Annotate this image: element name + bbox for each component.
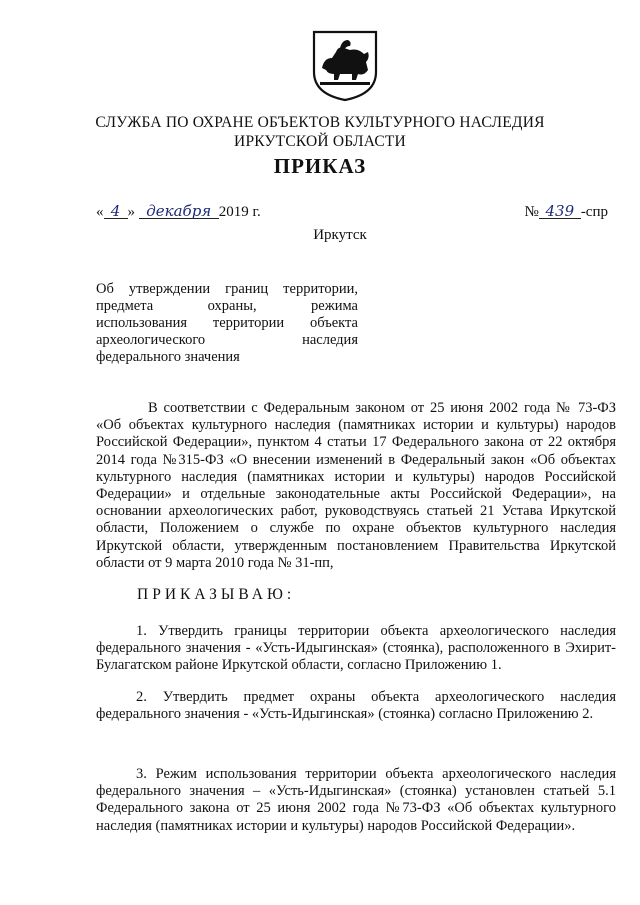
document-number bbox=[525, 204, 609, 221]
date-line bbox=[96, 204, 261, 221]
date-year: 2019 г. bbox=[218, 204, 261, 220]
number-suffix: -спр bbox=[580, 204, 608, 220]
order-item-1: 1. Утвердить границы территории объекта археологического наследия федерального значения - «Усть-Идыгинская» (стоянка), расположенного в Эхирит-Булагатском районе Иркутской области, согласно Приложению 1. bbox=[96, 623, 616, 674]
date-month: декабря bbox=[139, 204, 219, 219]
city-name: Иркутск bbox=[313, 227, 367, 243]
order-heading: ПРИКАЗЫВАЮ: bbox=[137, 586, 296, 603]
subject-line: федерального значения bbox=[96, 349, 240, 365]
subject-block bbox=[96, 281, 358, 366]
subject-line: предмета охраны, режима bbox=[96, 298, 358, 314]
agency-name-line2: ИРКУТСКОЙ ОБЛАСТИ bbox=[234, 133, 406, 150]
agency-name-line1: СЛУЖБА ПО ОХРАНЕ ОБЪЕКТОВ КУЛЬТУРНОГО НАСЛЕДИЯ bbox=[95, 114, 545, 131]
subject-line: Об утверждении границ территории, bbox=[96, 281, 358, 297]
preamble-paragraph: В соответствии с Федеральным законом от 25 июня 2002 года № 73-ФЗ «Об объектах культурного наследия (памятниках истории и культуры) народов Российской Федерации», пунктом 4 статьи 17 Федерального закона от 22 октября 2014 года №315-ФЗ «О внесении изменений в Федеральный закон «Об объектах культурного наследия (памятниках истории и культуры) народов Российской Федерации» и отдельные законодательные акты Российской Федерации», на основании археологических работ, руководствуясь статьей 21 Устава Иркутской области, Положением о службе по охране объектов культурного наследия Иркутской области, утвержденным постановлением Правительства Иркутской области от 9 марта 2010 года № 31-пп, bbox=[96, 400, 616, 571]
order-item-2: 2. Утвердить предмет охраны объекта археологического наследия федерального значения - «Усть-Идыгинская» (стоянка) согласно Приложению 2. bbox=[96, 689, 616, 723]
subject-line: использования территории объекта bbox=[96, 315, 358, 331]
date-open-quote: « bbox=[96, 204, 104, 220]
number-prefix: № bbox=[524, 204, 539, 220]
document-title: ПРИКАЗ bbox=[273, 154, 367, 178]
irkutsk-coat-of-arms-icon bbox=[306, 28, 384, 102]
date-close-quote: » bbox=[127, 204, 135, 220]
order-item-3: 3. Режим использования территории объекта археологического наследия федерального значения – «Усть-Идыгинская» (стоянка) установлен статьей 5.1 Федерального закона от 25 июня 2002 года №73-ФЗ «Об объектах культурного наследия (памятниках истории и культуры) народов Российской Федерации». bbox=[96, 766, 616, 834]
subject-line: археологического наследия bbox=[96, 332, 358, 348]
number-value: 439 bbox=[539, 204, 581, 219]
date-day: 4 bbox=[104, 204, 128, 219]
